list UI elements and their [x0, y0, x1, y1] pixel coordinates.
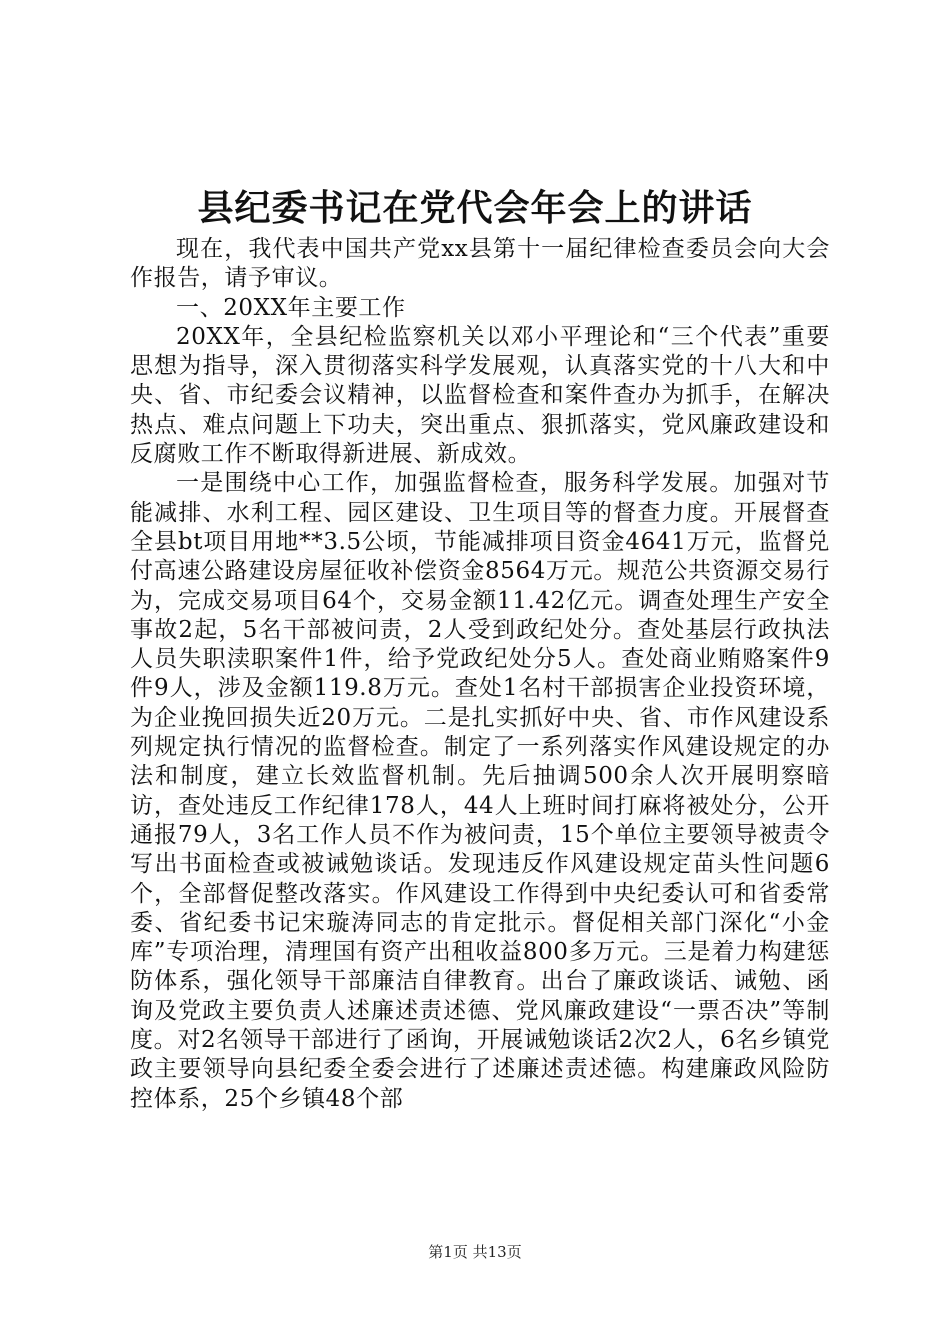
page-number: 第1页 共13页	[428, 1243, 522, 1261]
paragraph-intro: 现在，我代表中国共产党xx县第十一届纪律检查委员会向大会作报告，请予审议。	[130, 236, 830, 292]
section-heading: 一、20XX年主要工作	[176, 294, 406, 321]
document-title: 县纪委书记在党代会年会上的讲话	[197, 187, 753, 229]
document-body	[130, 235, 830, 1114]
paragraph-details: 一是围绕中心工作，加强监督检查，服务科学发展。加强对节能减排、水利工程、园区建设、卫生项目等的督查力度。开展督查全县bt项目用地**3.5公顷，节能减排项目资金4641万元，监督兑付高速公路建设房屋征收补偿资金8564万元。规范公共资源交易行为，完成交易项目64个，交易金额11.42亿元。调查处理生产安全事故2起，5名干部被问责，2人受到政纪处分。查处基层行政执法人员失职渎职案件1件，给予党政纪处分5人。查处商业贿赂案件9件9人，涉及金额119.8万元。查处1名村干部损害企业投资环境，为企业挽回损失近20万元。二是扎实抓好中央、省、市作风建设系列规定执行情况的监督检查。制定了一系列落实作风建设规定的办法和制度，建立长效监督机制。先后抽调500余人次开展明察暗访，查处违反工作纪律178人，44人上班时间打麻将被处分，公开通报79人，3名工作人员不作为被问责，15个单位主要领导被责令写出书面检查或被诫勉谈话。发现违反作风建设规定苗头性问题6个，全部督促整改落实。作风建设工作得到中央纪委认可和省委常委、省纪委书记宋璇涛同志的肯定批示。督促相关部门深化“小金库”专项治理，清理国有资产出租收益800多万元。三是着力构建惩防体系，强化领导干部廉洁自律教育。出台了廉政谈话、诫勉、函询及党政主要负责人述廉述责述德、党风廉政建设“一票否决”等制度。对2名领导干部进行了函询，开展诫勉谈话2次2人，6名乡镇党政主要领导向县纪委全委会进行了述廉述责述德。构建廉政风险防控体系，25个乡镇48个部	[130, 470, 830, 1112]
paragraph-overview: 20XX年，全县纪检监察机关以邓小平理论和“三个代表”重要思想为指导，深入贯彻落实科学发展观，认真落实党的十八大和中央、省、市纪委会议精神，以监督检查和案件查办为抓手，在解决热点、难点问题上下功夫，突出重点、狠抓落实，党风廉政建设和反腐败工作不断取得新进展、新成效。	[130, 323, 830, 468]
